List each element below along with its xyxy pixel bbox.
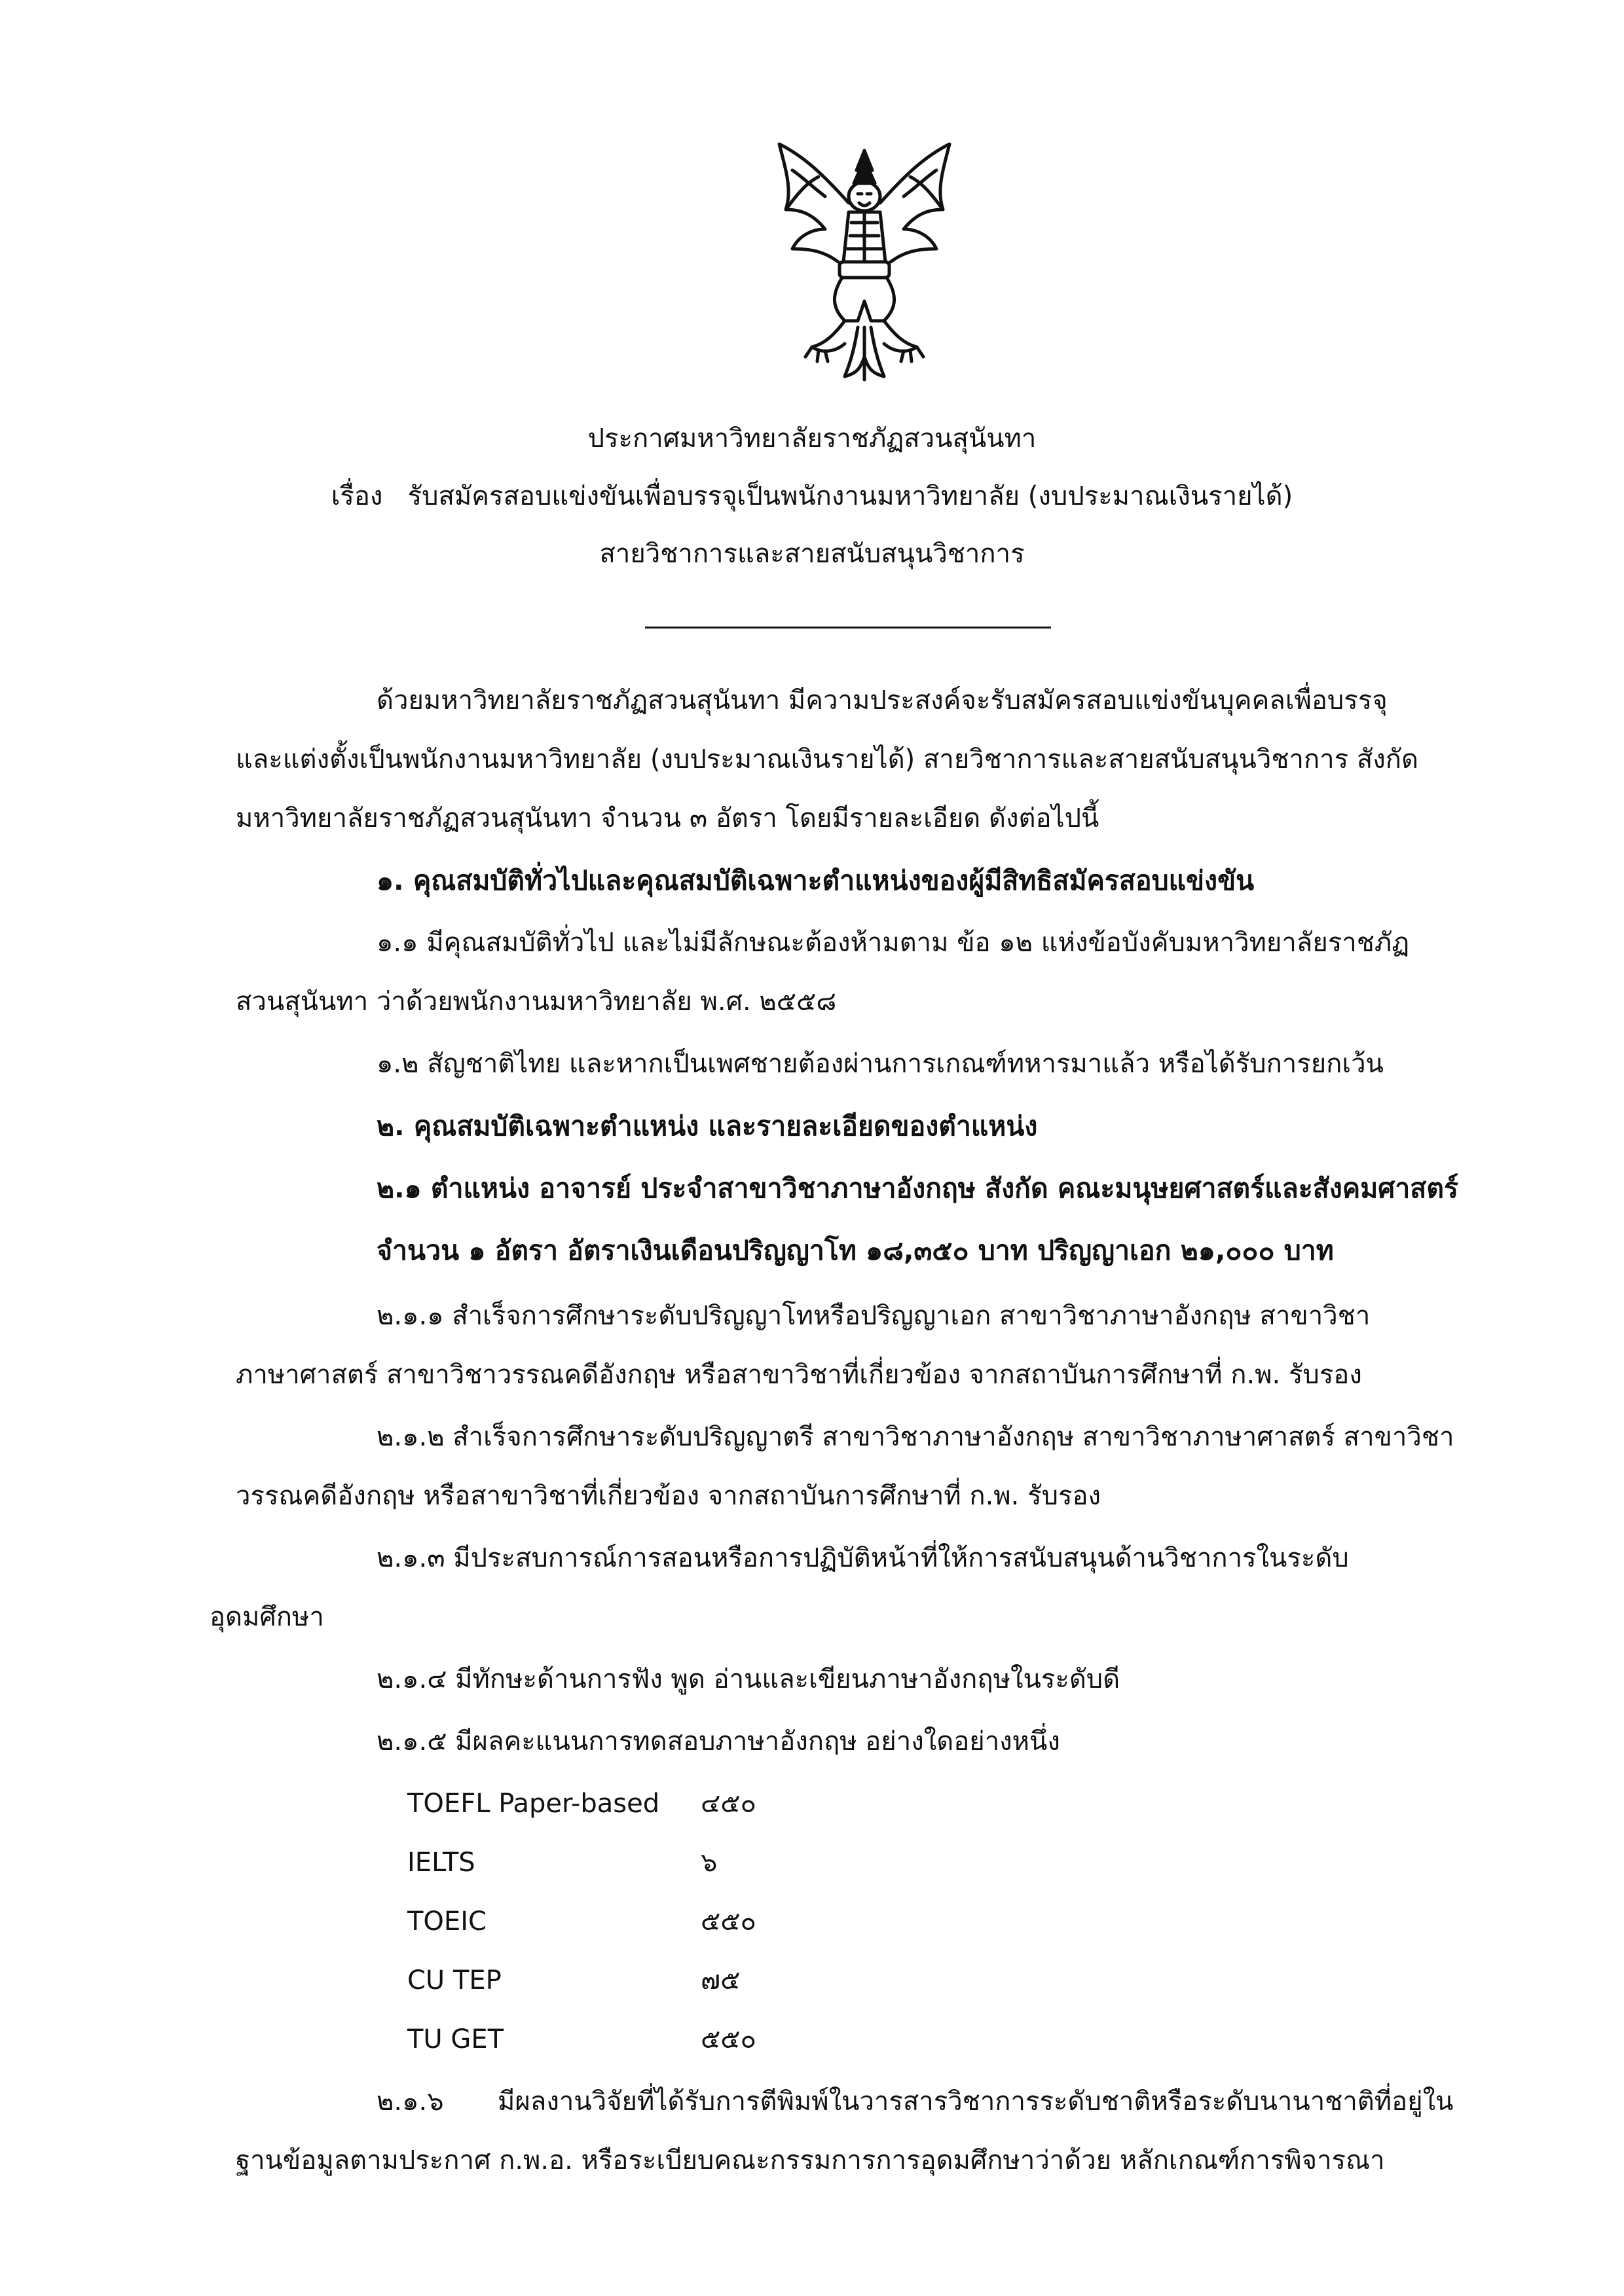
qualification-number: ๒.๑.๖ — [377, 2086, 444, 2117]
score-value: ๕๕๐ — [701, 2024, 756, 2054]
score-test-name: IELTS — [407, 1848, 475, 1878]
qualification-line: มีผลงานวิจัยที่ได้รับการตีพิมพ์ในวารสารวิชาการระดับชาติหรือระดับนานาชาติที่อยู่ใน — [498, 2086, 1454, 2117]
announcement-subject — [0, 477, 1624, 516]
qualification-line: ภาษาศาสตร์ สาขาวิชาวรรณคดีอังกฤษ หรือสาขาวิชาที่เกี่ยวข้อง จากสถาบันการศึกษาที่ ก.พ. รับรอง — [236, 1360, 1362, 1390]
section1-item: สวนสุนันทา ว่าด้วยพนักงานมหาวิทยาลัย พ.ศ. ๒๕๕๘ — [236, 987, 837, 1017]
section1-item: ๑.๒ สัญชาติไทย และหากเป็นเพศชายต้องผ่านการเกณฑ์ทหารมาแล้ว หรือได้รับการยกเว้น — [377, 1049, 1384, 1079]
announcement-subtitle: สายวิชาการและสายสนับสนุนวิชาการ — [599, 539, 1025, 569]
section1-item: ๑.๑ มีคุณสมบัติทั่วไป และไม่มีลักษณะต้องห้ามตาม ข้อ ๑๒ แห่งข้อบังคับมหาวิทยาลัยราชภัฏ — [377, 928, 1410, 958]
score-test-name: TOEIC — [407, 1906, 487, 1937]
header-divider — [645, 627, 1051, 629]
intro-line: ด้วยมหาวิทยาลัยราชภัฏสวนสุนันทา มีความประสงค์จะรับสมัครสอบแข่งขันบุคคลเพื่อบรรจุ — [377, 685, 1388, 716]
qualification-line: ฐานข้อมูลตามประกาศ ก.พ.อ. หรือระเบียบคณะกรรมการการอุดมศึกษาว่าด้วย หลักเกณฑ์การพิจารณา — [236, 2145, 1385, 2176]
score-test-name: CU TEP — [407, 1965, 502, 1995]
subject-text: รับสมัครสอบแข่งขันเพื่อบรรจุเป็นพนักงานมหาวิทยาลัย (งบประมาณเงินรายได้) — [407, 481, 1293, 511]
subject-label: เรื่อง — [331, 481, 383, 511]
score-value: ๔๕๐ — [701, 1789, 756, 1819]
qualification-line: ๒.๑.๑ สำเร็จการศึกษาระดับปริญญาโทหรือปริญญาเอก สาขาวิชาภาษาอังกฤษ สาขาวิชา — [377, 1301, 1371, 1331]
announcement-title: ประกาศมหาวิทยาลัยราชภัฏสวนสุนันทา — [587, 424, 1037, 454]
intro-line: และแต่งตั้งเป็นพนักงานมหาวิทยาลัย (งบประมาณเงินรายได้) สายวิชาการและสายสนับสนุนวิชาการ สังกัด — [236, 744, 1418, 774]
qualification-line: ๒.๑.๔ มีทักษะด้านการฟัง พูด อ่านและเขียนภาษาอังกฤษในระดับดี — [377, 1664, 1120, 1694]
qualification-line: ๒.๑.๓ มีประสบการณ์การสอนหรือการปฏิบัติหน้าที่ให้การสนับสนุนด้านวิชาการในระดับ — [377, 1543, 1349, 1573]
score-value: ๖ — [701, 1848, 718, 1878]
score-value: ๕๕๐ — [701, 1906, 756, 1937]
intro-line: มหาวิทยาลัยราชภัฏสวนสุนันทา จำนวน ๓ อัตรา โดยมีรายละเอียด ดังต่อไปนี้ — [236, 803, 1099, 833]
section1-heading: ๑. คุณสมบัติทั่วไปและคุณสมบัติเฉพาะตำแหน่งของผู้มีสิทธิสมัครสอบแข่งขัน — [377, 865, 1255, 896]
qualification-line: ๒.๑.๕ มีผลคะแนนการทดสอบภาษาอังกฤษ อย่างใดอย่างหนึ่ง — [377, 1726, 1060, 1757]
score-test-name: TOEFL Paper-based — [407, 1789, 660, 1819]
garuda-emblem-icon — [760, 131, 969, 393]
qualification-line: วรรณคดีอังกฤษ หรือสาขาวิชาที่เกี่ยวข้อง จากสถาบันการศึกษาที่ ก.พ. รับรอง — [236, 1481, 1101, 1511]
score-value: ๗๕ — [701, 1965, 741, 1995]
position-line: ๒.๑ ตำแหน่ง อาจารย์ ประจำสาขาวิชาภาษาอังกฤษ สังกัด คณะมนุษยศาสตร์และสังคมศาสตร์ — [377, 1173, 1458, 1204]
qualification-line: อุดมศึกษา — [210, 1602, 324, 1632]
position-line: จำนวน ๑ อัตรา อัตราเงินเดือนปริญญาโท ๑๘,๓๕๐ บาท ปริญญาเอก ๒๑,๐๐๐ บาท — [377, 1235, 1334, 1266]
qualification-line: ๒.๑.๒ สำเร็จการศึกษาระดับปริญญาตรี สาขาวิชาภาษาอังกฤษ สาขาวิชาภาษาศาสตร์ สาขาวิชา — [377, 1422, 1454, 1452]
section2-heading: ๒. คุณสมบัติเฉพาะตำแหน่ง และรายละเอียดของตำแหน่ง — [377, 1110, 1038, 1142]
score-test-name: TU GET — [407, 2024, 504, 2054]
